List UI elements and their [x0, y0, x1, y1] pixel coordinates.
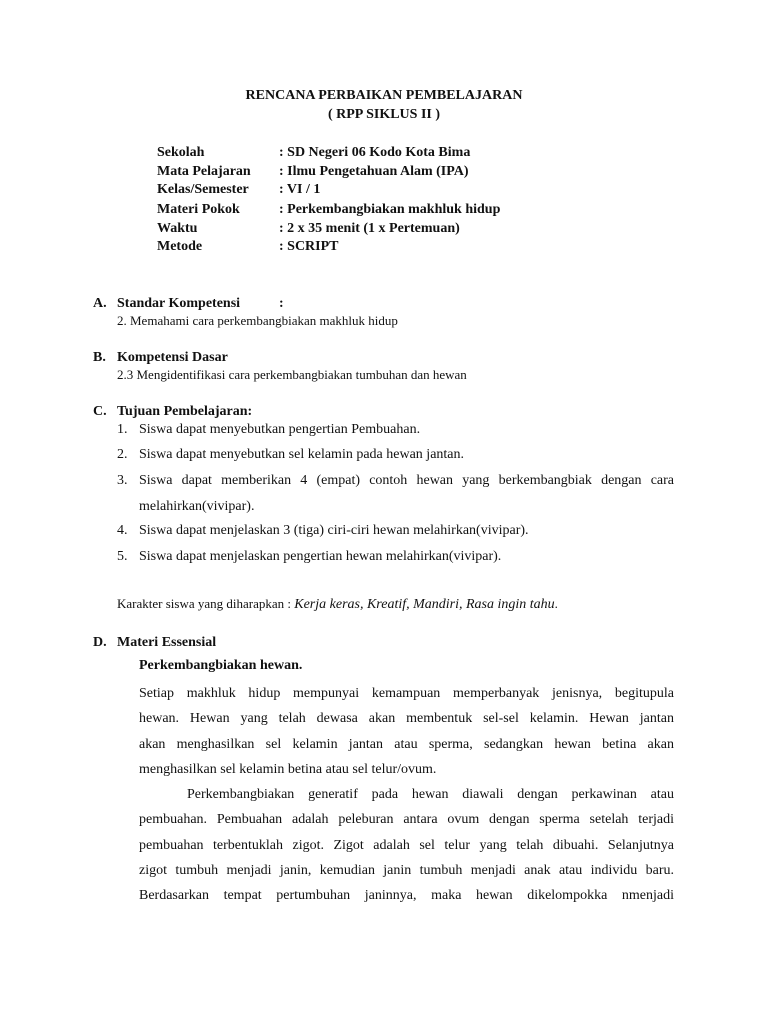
identity-value: : SCRIPT	[279, 239, 339, 254]
section-b-title: Kompetensi Dasar	[117, 350, 228, 365]
objective-text: Siswa dapat menyebutkan sel kelamin pada hewan jantan.	[139, 447, 465, 462]
identity-label: Materi Pokok	[157, 202, 240, 217]
karakter-end: .	[554, 596, 558, 611]
identity-row-metode	[157, 239, 339, 255]
paragraph-line: hewan. Hewan yang telah dewasa akan membentuk sel-sel kelamin. Hewan jantan	[139, 711, 674, 727]
section-a-letter: A.	[93, 296, 107, 311]
section-b-letter: B.	[93, 350, 106, 365]
objective-text: Siswa dapat menjelaskan pengertian hewan melahirkan(vivipar).	[139, 549, 502, 564]
section-d-title: Materi Essensial	[117, 635, 217, 650]
identity-label: Metode	[157, 239, 203, 254]
section-c-letter: C.	[93, 404, 107, 419]
objective-number: 1.	[117, 422, 128, 437]
paragraph-line: zigot tumbuh menjadi janin, kemudian janin tumbuh menjadi anak atau individu baru.	[139, 862, 674, 878]
paragraph-line: akan menghasilkan sel kelamin jantan atau sperma, sedangkan hewan betina akan	[139, 736, 674, 752]
document-subtitle: ( RPP SIKLUS II )	[327, 107, 441, 122]
karakter-line	[117, 596, 558, 613]
identity-label: Mata Pelajaran	[157, 164, 251, 179]
paragraph-line: menghasilkan sel kelamin betina atau sel telur/ovum.	[139, 761, 437, 777]
identity-value: : Perkembangbiakan makhluk hidup	[279, 202, 501, 217]
identity-value: : SD Negeri 06 Kodo Kota Bima	[279, 145, 471, 160]
identity-row-mata-pelajaran	[157, 164, 469, 180]
section-a-title: Standar Kompetensi	[117, 296, 241, 311]
objective-text-continued: melahirkan(vivipar).	[139, 499, 255, 514]
identity-row-waktu	[157, 221, 460, 237]
objective-number: 5.	[117, 549, 128, 564]
paragraph-line: pembuahan. Pembuahan adalah peleburan antara ovum dengan sperma setelah terjadi	[139, 812, 674, 828]
identity-value: : 2 x 35 menit (1 x Pertemuan)	[279, 221, 460, 236]
objective-number: 4.	[117, 523, 128, 538]
paragraph-line: pembuahan terbentuklah zigot. Zigot adalah sel telur yang telah dibuahi. Selanjutnya	[139, 837, 674, 853]
identity-value: : Ilmu Pengetahuan Alam (IPA)	[279, 164, 469, 179]
objective-text: Siswa dapat menyebutkan pengertian Pembuahan.	[139, 422, 421, 437]
identity-row-sekolah	[157, 145, 470, 161]
identity-label: Kelas/Semester	[157, 182, 249, 197]
paragraph-1	[139, 681, 674, 782]
section-b-text: 2.3 Mengidentifikasi cara perkembangbiakan tumbuhan dan hewan	[117, 367, 467, 382]
objective-number: 2.	[117, 447, 128, 462]
identity-value: : VI / 1	[279, 182, 321, 197]
objective-text: Siswa dapat menjelaskan 3 (tiga) ciri-ciri hewan melahirkan(vivipar).	[139, 523, 529, 538]
document-title: RENCANA PERBAIKAN PEMBELAJARAN	[245, 88, 523, 103]
paragraph-line: Perkembangbiakan generatif pada hewan diawali dengan perkawinan atau	[187, 787, 674, 802]
objective-number: 3.	[117, 473, 128, 488]
section-d-letter: D.	[93, 635, 107, 650]
identity-row-kelas-semester	[157, 182, 320, 198]
section-d-subtitle: Perkembangbiakan hewan.	[139, 658, 303, 673]
objective-text: Siswa dapat memberikan 4 (empat) contoh hewan yang berkembangbiak dengan cara	[139, 473, 674, 488]
identity-label: Sekolah	[157, 145, 205, 160]
section-c-title: Tujuan Pembelajaran:	[117, 404, 253, 419]
paragraph-line: Berdasarkan tempat pertumbuhan janinnya, maka hewan dikelompokka nmenjadi	[139, 888, 674, 904]
karakter-values: Kerja keras, Kreatif, Mandiri, Rasa ingin tahu	[294, 597, 555, 612]
karakter-label: Karakter siswa yang diharapkan :	[117, 596, 295, 611]
paragraph-2	[139, 782, 674, 908]
paragraph-line: Setiap makhluk hidup mempunyai kemampuan memperbanyak jenisnya, begitupula	[139, 686, 674, 701]
identity-label: Waktu	[157, 221, 198, 236]
section-a-colon: :	[279, 296, 284, 311]
identity-row-materi-pokok	[157, 202, 500, 218]
section-a-text: 2. Memahami cara perkembangbiakan makhluk hidup	[117, 313, 398, 328]
